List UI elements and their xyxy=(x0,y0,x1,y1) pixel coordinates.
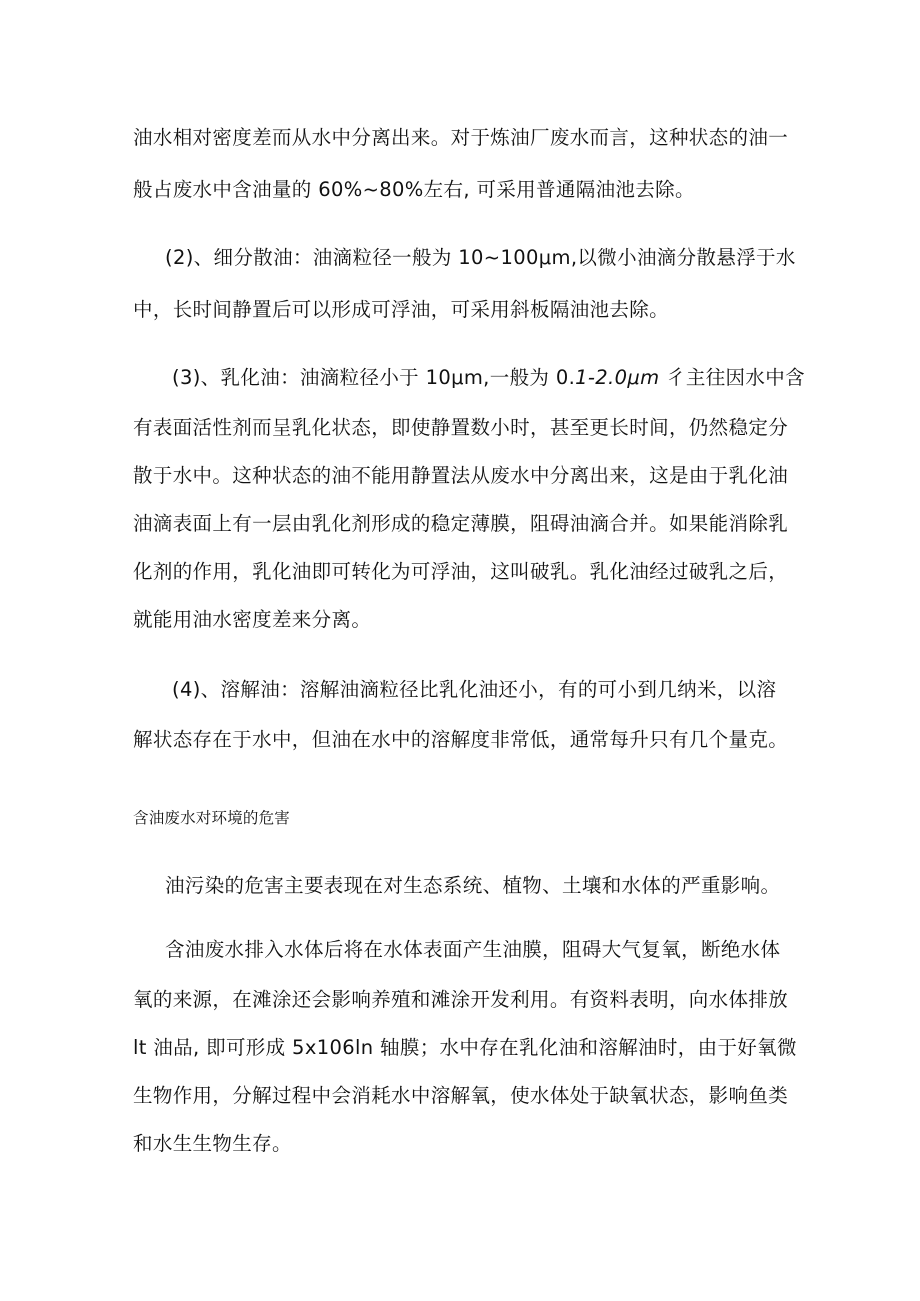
paragraph-3-line-1 xyxy=(172,364,805,392)
paragraph-6-line-1: 含油废水排入水体后将在水体表面产生油膜，阻碍大气复氧，断绝水体 xyxy=(165,938,781,961)
paragraph-3-line-3: 散于水中。这种状态的油不能用静置法从废水中分离出来，这是由于乳化油 xyxy=(133,464,789,487)
paragraph-4-line-2: 解状态存在于水中，但油在水中的溶解度非常低，通常每升只有几个量克。 xyxy=(133,728,789,751)
paragraph-5-line-1: 油污染的危害主要表现在对生态系统、植物、土壤和水体的严重影响。 xyxy=(165,874,781,897)
paragraph-1-line-1: 油水相对密度差而从水中分离出来。对于炼油厂废水而言，这种状态的油一 xyxy=(133,126,789,149)
paragraph-3-line-1-italic: 1-2.0μm xyxy=(575,366,660,389)
paragraph-3-line-6: 就能用油水密度差来分离。 xyxy=(133,608,372,631)
paragraph-2-line-1: (2)、细分散油：油滴粒径一般为 10~100μm,以微小油滴分散悬浮于水 xyxy=(165,246,796,269)
paragraph-3-line-1-text-b: 彳主往因水中含 xyxy=(659,366,805,389)
paragraph-2-line-2: 中，长时间静置后可以形成可浮油，可采用斜板隔油池去除。 xyxy=(133,298,669,321)
paragraph-6-line-5: 和水生生物生存。 xyxy=(133,1132,292,1155)
paragraph-3-line-2: 有表面活性剂而呈乳化状态，即使静置数小时，甚至更长时间，仍然稳定分 xyxy=(133,416,789,439)
paragraph-1-line-2: 般占废水中含油量的 60%~80%左右, 可采用普通隔油池去除。 xyxy=(133,178,695,201)
paragraph-6-line-3: lt 油品, 即可形成 5x106ln 轴膜；水中存在乳化油和溶解油时，由于好氧微 xyxy=(133,1036,797,1059)
paragraph-3-line-1-text-a: (3)、乳化油：油滴粒径小于 10μm,一般为 0. xyxy=(172,366,576,389)
paragraph-3-line-5: 化剂的作用，乳化油即可转化为可浮油，这叫破乳。乳化油经过破乳之后， xyxy=(133,560,789,583)
paragraph-6-line-2: 氧的来源，在滩涂还会影响养殖和滩涂开发利用。有资料表明，向水体排放 xyxy=(133,988,789,1011)
paragraph-3-line-4: 油滴表面上有一层由乳化剂形成的稳定薄膜，阻碍油滴合并。如果能消除乳 xyxy=(133,512,789,535)
paragraph-6-line-4: 生物作用，分解过程中会消耗水中溶解氧，使水体处于缺氧状态，影响鱼类 xyxy=(133,1084,789,1107)
section-heading: 含油废水对环境的危害 xyxy=(133,809,291,827)
paragraph-4-line-1: (4)、溶解油：溶解油滴粒径比乳化油还小，有的可小到几纳米，以溶 xyxy=(172,678,777,701)
